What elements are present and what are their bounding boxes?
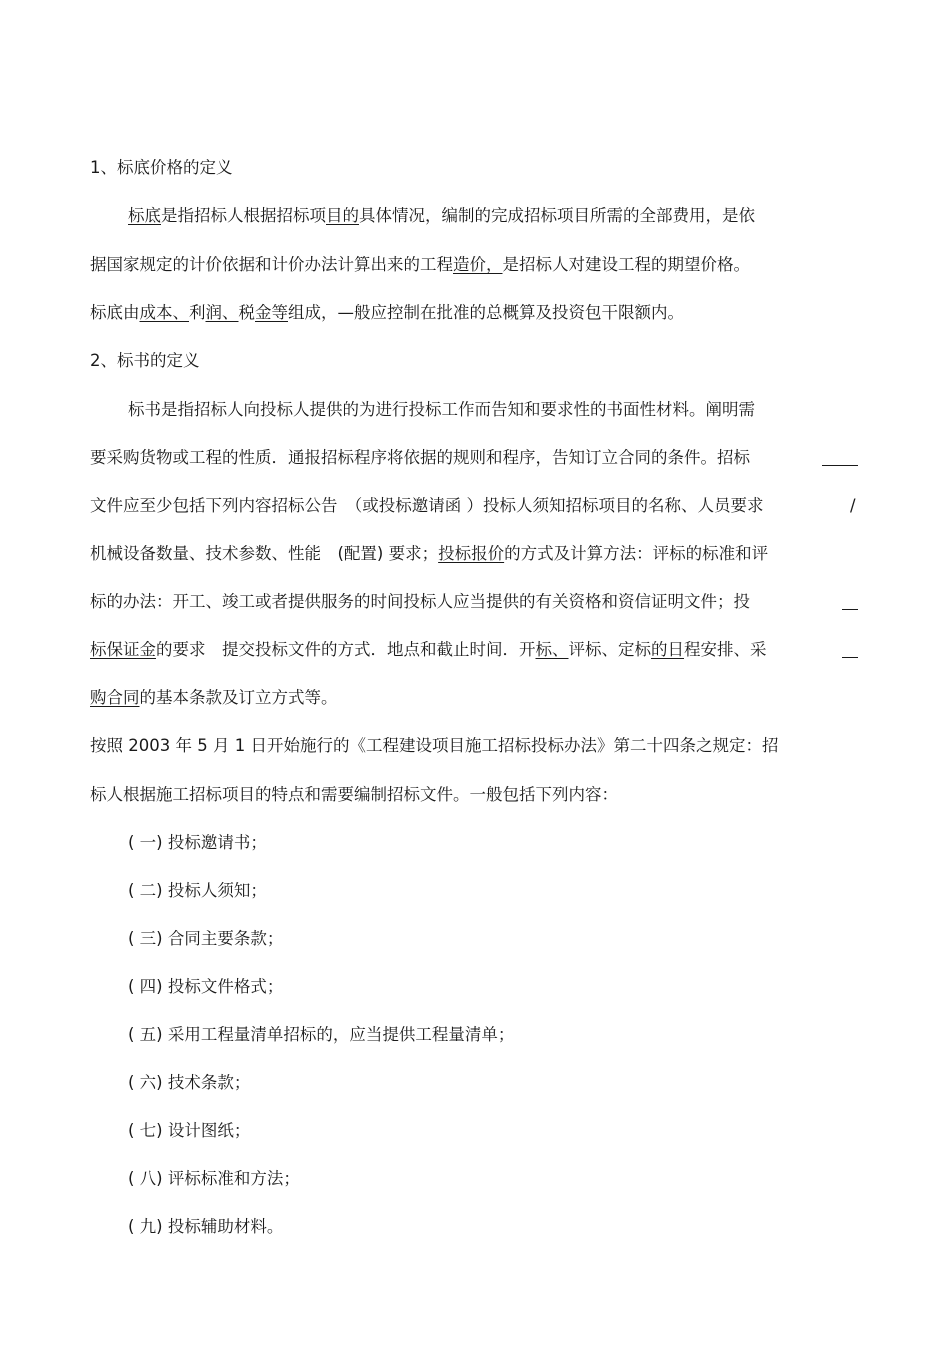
section1-paragraph-line-3: 标底由成本、利润、税金等组成，—般应控制在批准的总概算及投资包干限额内。 bbox=[90, 303, 684, 322]
blank-line bbox=[842, 609, 858, 610]
list-item: ( 七) 设计图纸； bbox=[128, 1121, 251, 1140]
section1-heading: 1、标底价格的定义 bbox=[90, 158, 233, 177]
underlined-term: 标保证金 bbox=[90, 640, 156, 659]
section2-heading: 2、标书的定义 bbox=[90, 351, 200, 370]
list-item: ( 六) 技术条款； bbox=[128, 1073, 251, 1092]
slash-mark: / bbox=[850, 496, 856, 515]
underlined-term: 购合同 bbox=[90, 688, 140, 707]
section2-paragraph-line-1: 标书是指招标人向投标人提供的为进行投标工作而告知和要求性的书面性材料。阐明需 bbox=[128, 400, 755, 419]
section2-paragraph-line-6: 标保证金的要求 提交投标文件的方式．地点和截止时间．开标、评标、定标的日程安排、采 bbox=[90, 640, 767, 659]
blank-line bbox=[842, 657, 858, 658]
section2-paragraph-line-3: 文件应至少包括下列内容招标公告 （或投标邀请函 ）投标人须知招标项目的名称、人员要求 bbox=[90, 496, 764, 515]
blank-line bbox=[822, 465, 858, 466]
underlined-term: 投标报价 bbox=[438, 544, 505, 563]
list-item: ( 五) 采用工程量清单招标的，应当提供工程量清单； bbox=[128, 1025, 515, 1044]
underlined-term: 润、 bbox=[205, 303, 239, 322]
section1-paragraph-line-1: 标底是指招标人根据招标项目的具体情况，编制的完成招标项目所需的全部费用，是依 bbox=[128, 206, 755, 225]
list-item: ( 三) 合同主要条款； bbox=[128, 929, 284, 948]
regulation-paragraph-line-1: 按照 2003 年 5 月 1 日开始施行的《工程建设项目施工招标投标办法》第二十四条之规定：招 bbox=[90, 736, 779, 755]
section2-paragraph-line-5: 标的办法：开工、竣工或者提供服务的时间投标人应当提供的有关资格和资信证明文件；投 bbox=[90, 592, 750, 611]
list-item: ( 八) 评标标准和方法； bbox=[128, 1169, 300, 1188]
underlined-term: 标、 bbox=[535, 640, 569, 659]
list-item: ( 二) 投标人须知； bbox=[128, 881, 267, 900]
underlined-term: 金等 bbox=[255, 303, 288, 322]
underlined-term: 标底 bbox=[128, 206, 161, 225]
list-item: ( 九) 投标辅助材料。 bbox=[128, 1217, 284, 1236]
underlined-term: 造价， bbox=[453, 255, 503, 274]
section2-paragraph-line-2: 要采购货物或工程的性质．通报招标程序将依据的规则和程序，告知订立合同的条件。招标 bbox=[90, 448, 750, 467]
section1-paragraph-line-2: 据国家规定的计价依据和计价办法计算出来的工程造价，是招标人对建设工程的期望价格。 bbox=[90, 255, 750, 274]
section2-paragraph-line-7: 购合同的基本条款及订立方式等。 bbox=[90, 688, 338, 707]
underlined-term: 目的 bbox=[326, 206, 359, 225]
list-item: ( 四) 投标文件格式； bbox=[128, 977, 284, 996]
underlined-term: 成本、 bbox=[139, 303, 189, 322]
list-item: ( 一) 投标邀请书； bbox=[128, 833, 267, 852]
section2-paragraph-line-4: 机械设备数量、技术参数、性能 (配置) 要求；投标报价的方式及计算方法：评标的标准和评 bbox=[90, 544, 769, 563]
underlined-term: 的日 bbox=[651, 640, 684, 659]
regulation-paragraph-line-2: 标人根据施工招标项目的特点和需要编制招标文件。一般包括下列内容： bbox=[90, 785, 618, 804]
